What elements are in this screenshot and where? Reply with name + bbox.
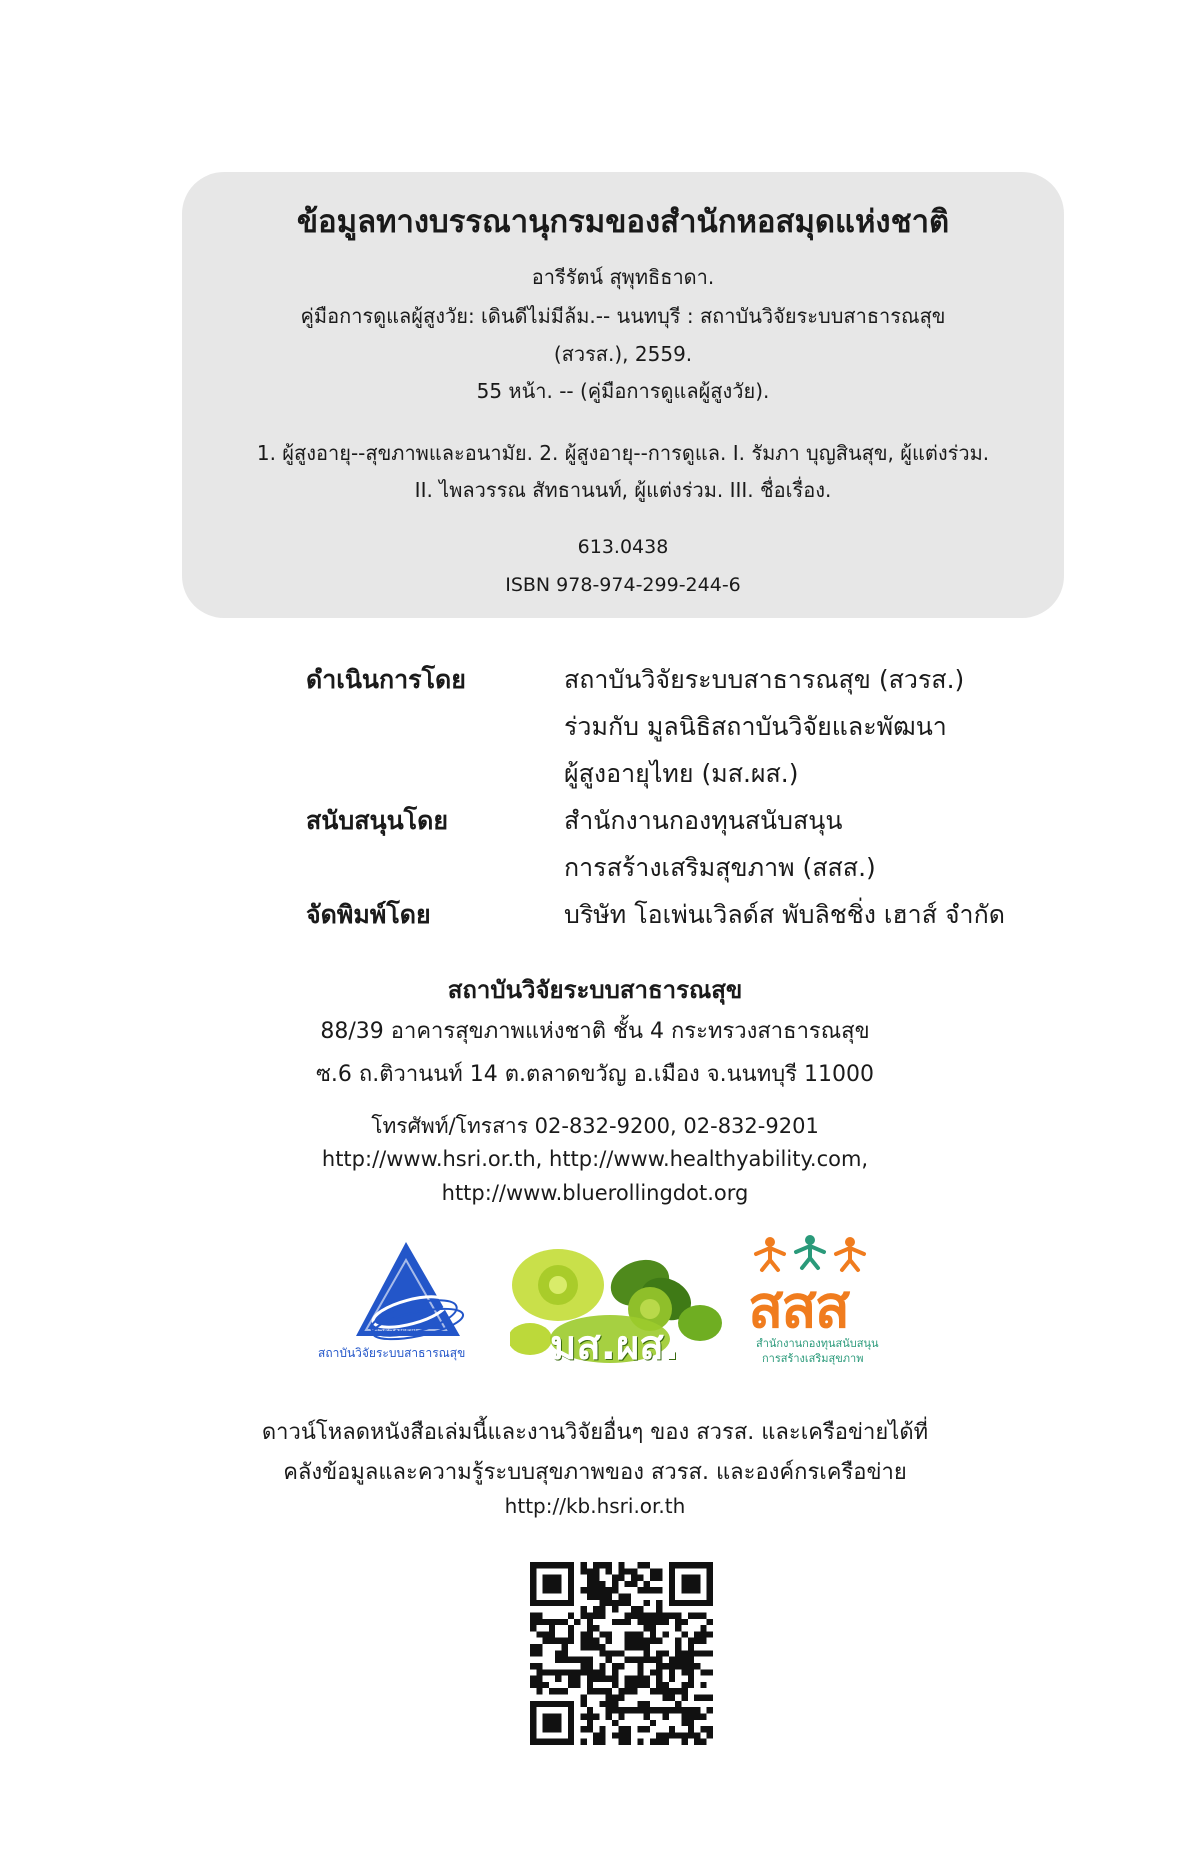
cip-author: อารีรัตน์ สุพุทธิธาดา. — [531, 265, 715, 289]
thaihealth-caption-1: สำนักงานกองทุนสนับสนุน — [756, 1337, 879, 1350]
qr-code-icon[interactable] — [530, 1562, 713, 1745]
credit-printed-value-1: บริษัท โอเพ่นเวิลด์ส พับลิชชิ่ง เฮาส์ จำกัด — [564, 900, 1005, 929]
thaihealth-logo — [748, 1234, 908, 1369]
mspa-logo — [510, 1243, 722, 1369]
credit-operated-value-3: ผู้สูงอายุไทย (มส.ผส.) — [564, 759, 799, 788]
org-websites-2[interactable]: http://www.bluerollingdot.org — [441, 1181, 749, 1205]
org-name: สถาบันวิจัยระบบสาธารณสุข — [447, 976, 743, 1004]
cip-subjects-line-2: II. ไพลวรรณ สัทธานนท์, ผู้แต่งร่วม. III. ชื่อเรื่อง. — [414, 478, 832, 502]
cip-publisher-line: (สวรส.), 2559. — [553, 342, 693, 366]
credit-supported-value-1: สำนักงานกองทุนสนับสนุน — [564, 806, 843, 835]
credit-operated-label: ดำเนินการโดย — [306, 665, 466, 694]
org-address-2: ซ.6 ถ.ติวานนท์ 14 ต.ตลาดขวัญ อ.เมือง จ.นนทบุรี 11000 — [315, 1062, 874, 1087]
credit-operated — [306, 660, 965, 788]
cip-box — [182, 172, 1064, 618]
cip-title: ข้อมูลทางบรรณานุกรมของสำนักหอสมุดแห่งชาติ — [296, 204, 950, 240]
cip-call-number: 613.0438 — [577, 536, 669, 558]
download-url[interactable]: http://kb.hsri.or.th — [504, 1494, 686, 1518]
cip-subjects-line: 1. ผู้สูงอายุ--สุขภาพและอนามัย. 2. ผู้สูงอายุ--การดูแล. I. รัมภา บุญสินสุข, ผู้แต่งร่วม. — [256, 441, 990, 465]
thaihealth-caption-2: การสร้างเสริมสุขภาพ — [762, 1352, 864, 1365]
thaihealth-text: สสส — [748, 1273, 849, 1341]
credit-operated-value-1: สถาบันวิจัยระบบสาธารณสุข (สวรส.) — [564, 665, 965, 694]
cip-isbn: ISBN 978-974-299-244-6 — [505, 574, 741, 596]
cip-pages-line: 55 หน้า. -- (คู่มือการดูแลผู้สูงวัย). — [476, 379, 770, 403]
hsri-mark-text: สวรส•พรฟ — [373, 1327, 417, 1337]
org-phone: โทรศัพท์/โทรสาร 02-832-9200, 02-832-9201 — [371, 1114, 819, 1138]
cip-title-line: คู่มือการดูแลผู้สูงวัย: เดินดีไม่มีล้ม.-- นนทบุรี : สถาบันวิจัยระบบสาธารณสุข — [300, 304, 946, 328]
org-websites-1[interactable]: http://www.hsri.or.th, http://www.healthyability.com, — [321, 1147, 869, 1171]
credit-supported — [306, 801, 876, 882]
credit-supported-label: สนับสนุนโดย — [306, 806, 448, 835]
hsri-logo — [318, 1240, 498, 1365]
download-line-1: ดาวน์โหลดหนังสือเล่มนี้และงานวิจัยอื่นๆ ของ สวรส. และเครือข่ายได้ที่ — [261, 1420, 929, 1445]
download-line-2: คลังข้อมูลและความรู้ระบบสุขภาพของ สวรส. และองค์กรเครือข่าย — [283, 1460, 907, 1485]
mspa-text: มส.ผส. — [550, 1323, 680, 1369]
org-address-1: 88/39 อาคารสุขภาพแห่งชาติ ชั้น 4 กระทรวงสาธารณสุข — [320, 1019, 870, 1044]
credit-supported-value-2: การสร้างเสริมสุขภาพ (สสส.) — [564, 853, 876, 882]
hsri-caption: สถาบันวิจัยระบบสาธารณสุข — [318, 1346, 466, 1360]
credit-printed — [306, 895, 1005, 935]
credit-printed-label: จัดพิมพ์โดย — [306, 900, 431, 929]
credit-operated-value-2: ร่วมกับ มูลนิธิสถาบันวิจัยและพัฒนา — [564, 712, 947, 741]
